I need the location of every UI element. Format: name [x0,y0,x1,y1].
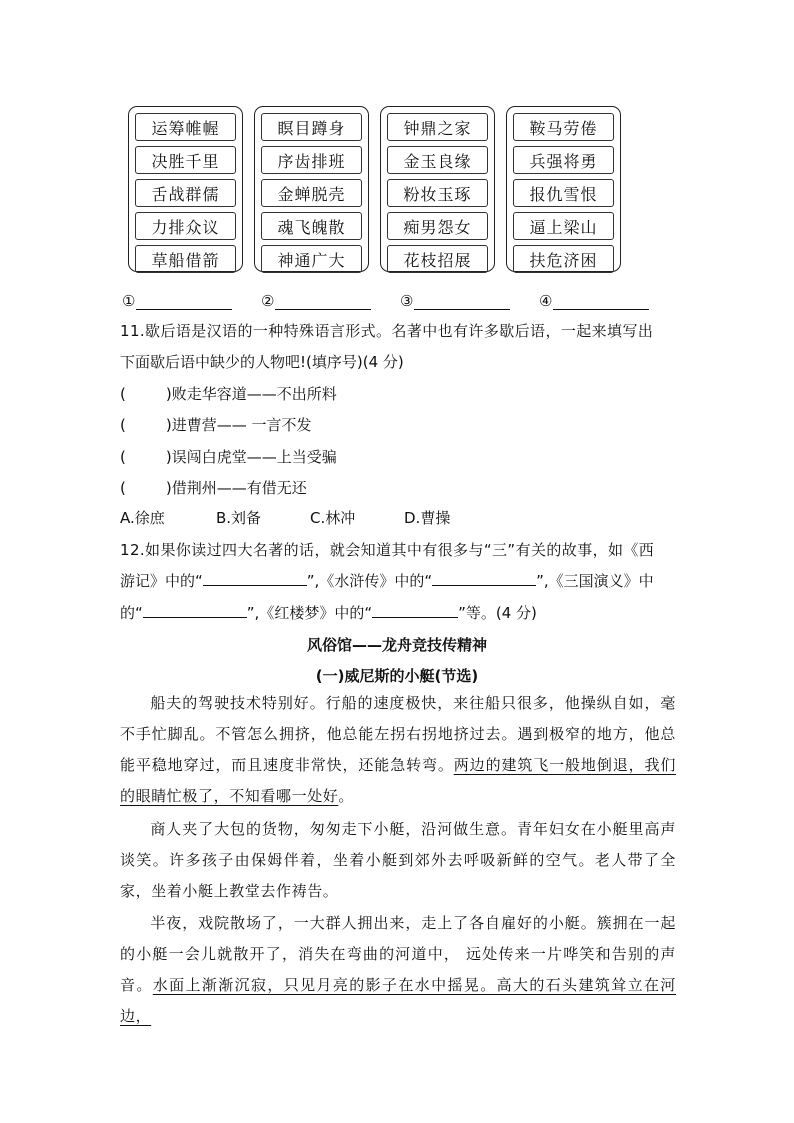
passage-paragraph-3: 半夜，戏院散场了，一大群人拥出来，走上了各自雇好的小艇。簇拥在一起的小艇一会儿就散开了，消失在弯曲的河道中， 远处传来一片哗笑和告别的声音。水面上渐渐沉寂，只见月亮的影子在水中摇晃。高大的石头建筑耸立在河边， [120,914,677,1025]
q11-prompt-line-1: 11.歇后语是汉语的一种特殊语言形式。名著中也有许多歇后语，一起来填写出 [120,322,654,340]
idiom-cell: 力排众议 [135,212,236,240]
idiom-cell: 瞑目蹲身 [261,113,362,141]
idiom-cell: 粉妆玉琢 [387,179,488,207]
idiom-cell: 舌战群儒 [135,179,236,207]
idiom-cards [128,106,622,276]
answer-blanks [122,292,662,312]
option-d: D.曹操 [404,509,451,527]
idiom-cell: 扶危济困 [513,245,614,273]
idiom-card-4 [506,106,621,272]
section-title: 风俗馆——龙舟竞技传精神 [306,636,487,654]
passage-title: (一)威尼斯的小艇(节选) [315,667,479,685]
option-c: C.林冲 [310,509,356,527]
idiom-card-1 [128,106,243,272]
q11-item-3: ( )误闯白虎堂——上当受骗 [120,448,337,466]
idiom-cell: 钟鼎之家 [387,113,488,141]
q12-line-1: 12.如果你读过四大名著的话，就会知道其中有很多与“三”有关的故事，如《西 [120,541,655,559]
passage-paragraph-1: 船夫的驾驶技术特别好。行船的速度极快，来往船只很多，他操纵自如，毫不手忙脚乱。不管怎么拥挤，他总能左拐右拐地挤过去。遇到极窄的地方，他总能平稳地穿过，而且速度非常快，还能急转弯。两边的建筑飞一般地倒退，我们的眼睛忙极了，不知看哪一处好。 [120,694,677,805]
idiom-cell: 金蝉脱壳 [261,179,362,207]
idiom-cell: 逼上梁山 [513,212,614,240]
q12-blank-2[interactable] [432,571,536,586]
idiom-cell: 兵强将勇 [513,146,614,174]
answer-label: ② [261,292,275,310]
underlined-sentence: 水面上渐渐沉寂，只见月亮的影子在水中摇晃。高大的石头建筑耸立在河边， [120,976,677,1025]
idiom-cell: 痴男怨女 [387,212,488,240]
q12-line-3: 的“ ”,《红楼梦》中的“ ”等。(4 分) [120,604,537,622]
idiom-cell: 草船借箭 [135,245,236,273]
q12-blank-3[interactable] [143,603,247,618]
option-a: A.徐庶 [120,509,165,527]
q12-line-2: 游记》中的“ ”,《水浒传》中的“ ”,《三国演义》中 [120,572,654,590]
option-b: B.刘备 [216,509,262,527]
idiom-cell: 决胜千里 [135,146,236,174]
q11-item-4: ( )借荆州——有借无还 [120,479,307,497]
q12-blank-4[interactable] [372,603,458,618]
underlined-sentence: 两边的建筑飞一般地倒退，我们的眼睛忙极了，不知看哪一处好 [120,756,677,805]
idiom-cell: 金玉良缘 [387,146,488,174]
idiom-cell: 运筹帷幄 [135,113,236,141]
idiom-card-2 [254,106,369,272]
answer-blank-1[interactable] [122,292,232,310]
answer-blank-3[interactable] [400,292,510,310]
answer-label: ③ [400,292,414,310]
q12-blank-1[interactable] [203,571,307,586]
idiom-cell: 报仇雪恨 [513,179,614,207]
passage-paragraph-2: 商人夹了大包的货物，匆匆走下小艇，沿河做生意。青年妇女在小艇里高声谈笑。许多孩子由保姆伴着，坐着小艇到郊外去呼吸新鲜的空气。老人带了全家，坐着小艇上教堂去作祷告。 [120,820,676,900]
q11-prompt-line-2: 下面歇后语中缺少的人物吧!(填序号)(4 分) [120,353,404,371]
idiom-cell: 花枝招展 [387,245,488,273]
idiom-cell: 序齿排班 [261,146,362,174]
q11-item-2: ( )进曹营—— 一言不发 [120,416,312,434]
answer-label: ① [122,292,136,310]
answer-blank-2[interactable] [261,292,371,310]
idiom-cell: 魂飞魄散 [261,212,362,240]
q11-item-1: ( )败走华容道——不出所料 [120,385,337,403]
answer-blank-4[interactable] [539,292,649,310]
idiom-cell: 鞍马劳倦 [513,113,614,141]
idiom-card-3 [380,106,495,272]
answer-label: ④ [539,292,553,310]
idiom-cell: 神通广大 [261,245,362,273]
